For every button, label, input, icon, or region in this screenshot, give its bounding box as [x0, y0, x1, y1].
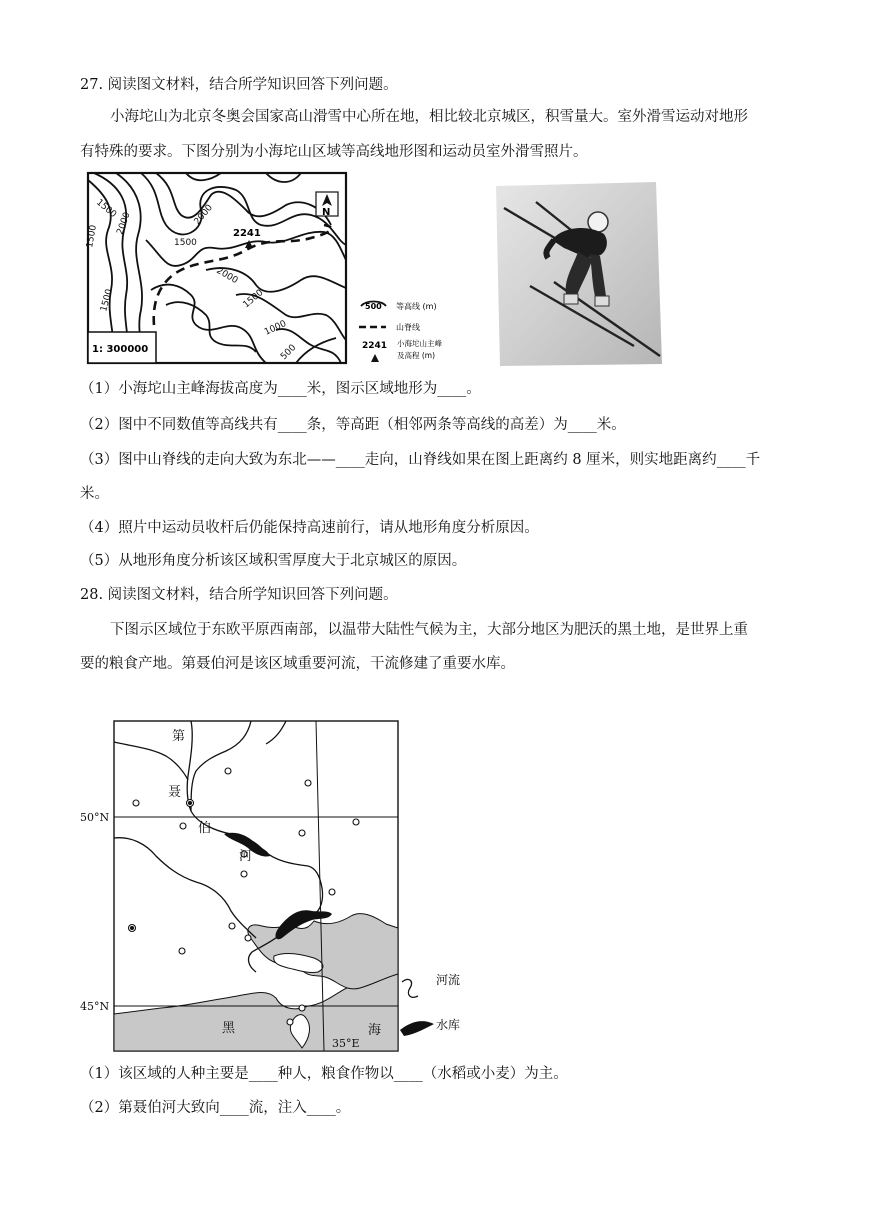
q27-paragraph-line2: 有特殊的要求。下图分别为小海坨山区域等高线地形图和运动员室外滑雪照片。 [80, 144, 588, 160]
river-char-4: 河 [239, 849, 253, 864]
svg-text:1500: 1500 [99, 288, 115, 313]
river-char-2: 聂 [168, 785, 182, 800]
svg-text:500: 500 [365, 302, 382, 311]
skier-photo [492, 182, 664, 370]
svg-text:等高线 (m): 等高线 (m) [396, 302, 437, 311]
svg-text:2000: 2000 [214, 265, 240, 287]
q27-title: 27. 阅读图文材料，结合所学知识回答下列问题。 [80, 77, 398, 93]
latitude-50-label: 50°N [80, 811, 110, 824]
latitude-45-label: 45°N [80, 1000, 110, 1013]
svg-text:2000: 2000 [115, 211, 133, 237]
q27-question-1: （1）小海坨山主峰海拔高度为____米，图示区域地形为____。 [80, 381, 481, 397]
dnieper-region-map [76, 716, 476, 1062]
map-scale: 1: 300000 [92, 344, 149, 355]
q28-question-1: （1）该区域的人种主要是____种人，粮食作物以____（水稻或小麦）为主。 [80, 1066, 568, 1082]
q27-question-5: （5）从地形角度分析该区域积雪厚度大于北京城区的原因。 [80, 553, 467, 569]
svg-text:2000: 2000 [192, 202, 216, 227]
svg-text:1500: 1500 [86, 224, 99, 249]
svg-text:1500: 1500 [174, 238, 197, 248]
contour-map [86, 170, 486, 374]
q28-question-2: （2）第聂伯河大致向____流，注入____。 [80, 1100, 351, 1116]
svg-text:2241: 2241 [362, 341, 388, 351]
q27-question-2: （2）图中不同数值等高线共有____条，等高距（相邻两条等高线的高差）为____米。 [80, 417, 626, 433]
sea-char-1: 黑 [222, 1021, 236, 1036]
q27-paragraph-line1: 小海坨山为北京冬奥会国家高山滑雪中心所在地，相比较北京城区，积雪量大。室外滑雪运动对地形 [110, 109, 748, 125]
q28-paragraph-line1: 下图示区域位于东欧平原西南部，以温带大陆性气候为主，大部分地区为肥沃的黑土地，是世界上重 [110, 622, 748, 638]
q28-title: 28. 阅读图文材料，结合所学知识回答下列问题。 [80, 587, 398, 603]
q27-question-4: （4）照片中运动员收杆后仍能保持高速前行，请从地形角度分析原因。 [80, 520, 539, 536]
peak-height-label: 2241 [233, 228, 261, 239]
svg-text:小海坨山主峰: 小海坨山主峰 [397, 339, 442, 348]
svg-text:1500: 1500 [241, 287, 266, 311]
contour-map-legend [359, 301, 442, 362]
longitude-35-label: 35°E [332, 1037, 360, 1050]
svg-text:1000: 1000 [263, 318, 289, 338]
river-char-3: 伯 [198, 821, 212, 836]
q28-paragraph-line2: 要的粮食产地。第聂伯河是该区域重要河流，干流修建了重要水库。 [80, 656, 515, 672]
svg-text:及高程 (m): 及高程 (m) [397, 351, 436, 360]
svg-text:山脊线: 山脊线 [396, 323, 420, 332]
north-label: N [322, 207, 331, 218]
sea-char-2: 海 [368, 1023, 382, 1038]
svg-text:500: 500 [279, 342, 299, 363]
svg-text:1500: 1500 [94, 197, 119, 221]
river-char-1: 第 [172, 729, 186, 744]
q27-question-3-continued: 米。 [80, 486, 109, 502]
svg-text:水库: 水库 [436, 1018, 461, 1032]
region-map-legend [400, 972, 460, 1036]
svg-text:河流: 河流 [436, 973, 461, 987]
q27-question-3: （3）图中山脊线的走向大致为东北——____走向，山脊线如果在图上距离约 8 厘米，则实地距离约____千 [80, 452, 761, 468]
